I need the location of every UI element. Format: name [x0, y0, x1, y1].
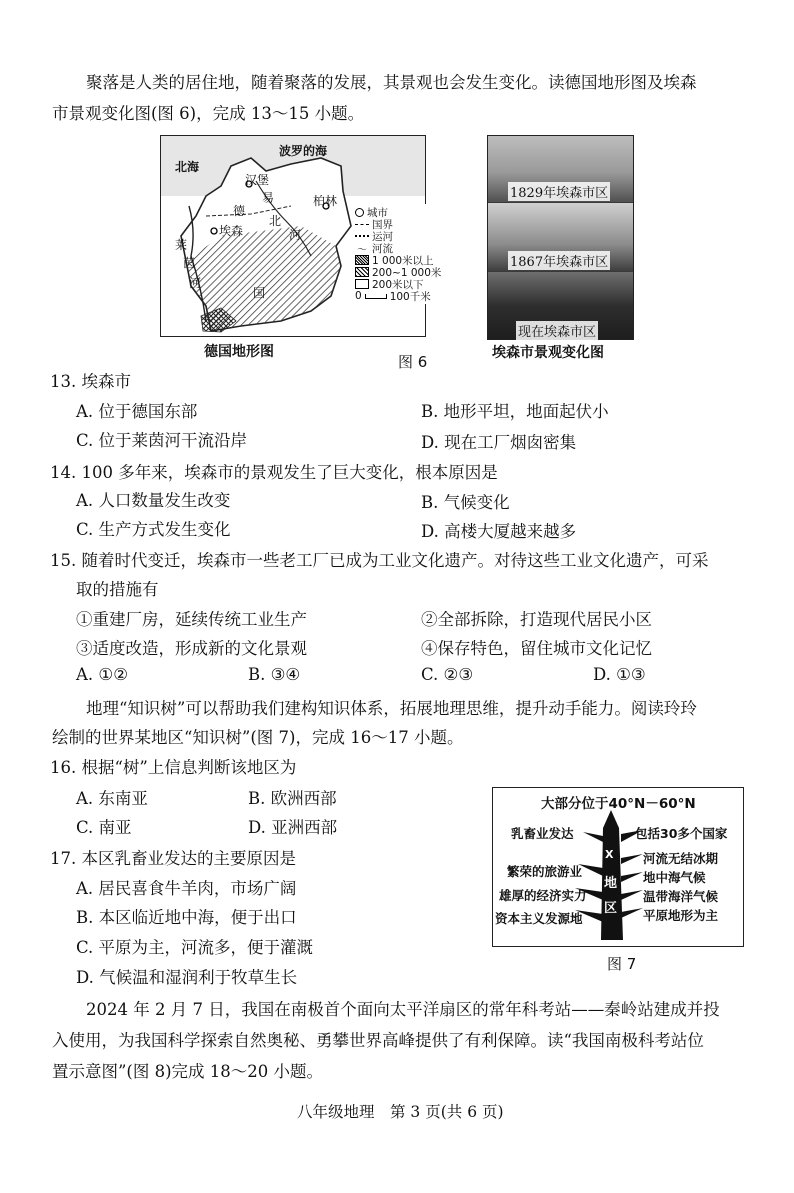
q15-option-a: A. ①② [76, 665, 128, 684]
photo-present [488, 272, 633, 339]
q13-option-a: A. 位于德国东部 [76, 402, 198, 421]
map-label-de: 德 [233, 204, 246, 218]
border-line-icon [355, 224, 369, 225]
q14-option-b: B. 气候变化 [421, 493, 510, 512]
legend-elev-low-label: 200米以下 [372, 278, 424, 291]
tree-left-label-2: 繁荣的旅游业 [507, 864, 583, 879]
figure-6-label: 图 6 [398, 353, 428, 371]
tree-right-label-5: 平原地形为主 [643, 908, 719, 923]
q15-option-d: D. ①③ [593, 665, 646, 684]
q15-statement-4: ④保存特色，留住城市文化记忆 [421, 639, 652, 658]
q16-option-b: B. 欧洲西部 [248, 789, 337, 808]
intro-paragraph-1-cont: 市景观变化图(图 6)，完成 13～15 小题。 [52, 104, 365, 123]
q15-statement-3: ③适度改造，形成新的文化景观 [76, 639, 307, 658]
legend-border [355, 218, 441, 230]
legend-elev-mid-label: 200~1 000米 [372, 266, 442, 279]
legend-river-label: 河流 [372, 242, 393, 255]
q15-statement-1: ①重建厂房，延续传统工业生产 [76, 610, 307, 629]
essen-landscape-photos [487, 135, 634, 340]
river-line-icon: 〜 [357, 244, 367, 256]
map-label-rhine-1: 莱 [175, 238, 188, 252]
legend-scale [355, 290, 441, 302]
high-elevation-swatch-icon [355, 255, 369, 265]
q13-stem: 13. 埃森市 [50, 372, 131, 391]
low-elevation-swatch-icon [355, 279, 369, 289]
map-label-berlin: 柏林 [313, 194, 338, 208]
intro-paragraph-2: 地理“知识树”可以帮助我们建构知识体系，拓展地理思维，提升动手能力。阅读玲玲 [86, 699, 697, 718]
map-label-essen: 埃森 [219, 224, 244, 238]
city-symbol-icon [355, 208, 364, 217]
q14-option-c: C. 生产方式发生变化 [76, 520, 231, 539]
intro-paragraph-3-cont-2: 置示意图”(图 8)完成 18～20 小题。 [52, 1062, 324, 1081]
scale-text-label: 100千米 [389, 290, 431, 303]
map-label-hamburg: 汉堡 [245, 173, 270, 187]
tree-top-label: 大部分位于40°N－60°N [541, 796, 696, 812]
q15-stem: 15. 随着时代变迁，埃森市一些老工厂已成为工业文化遗产。对待这些工业文化遗产，可采 [50, 551, 709, 570]
q13-option-b: B. 地形平坦，地面起伏小 [421, 402, 609, 421]
legend-city [355, 206, 441, 218]
intro-paragraph-3-cont-1: 入使用，为我国科学探索自然奥秘、勇攀世界高峰提供了有利保障。读“我国南极科考站位 [52, 1031, 704, 1050]
photo-1829 [488, 136, 633, 202]
q16-option-d: D. 亚洲西部 [248, 818, 338, 837]
scale-bar-icon [365, 294, 387, 299]
map-caption: 德国地形图 [204, 344, 274, 360]
photo-1829-label: 1829年埃森市区 [508, 182, 610, 201]
tree-left-label-1: 乳畜业发达 [511, 826, 574, 841]
q16-option-a: A. 东南亚 [76, 789, 148, 808]
q17-option-a: A. 居民喜食牛羊肉，市场广阔 [76, 879, 297, 898]
canal-line-icon [355, 235, 369, 237]
q13-option-d: D. 现在工厂烟囱密集 [421, 433, 577, 452]
legend-elev-high-label: 1 000米以上 [372, 254, 434, 267]
q17-option-b: B. 本区临近地中海，便于出口 [76, 908, 297, 927]
q16-stem: 16. 根据“树”上信息判断该地区为 [50, 758, 297, 777]
map-label-rhine-2: 茵 [183, 256, 196, 270]
q15-option-c: C. ②③ [421, 665, 474, 684]
tree-right-label-1: 包括30多个国家 [635, 826, 728, 841]
map-label-elbe-1: 易 [262, 191, 275, 205]
legend-border-label: 国界 [372, 218, 393, 231]
q14-option-d: D. 高楼大厦越来越多 [421, 522, 577, 541]
tree-right-label-3: 地中海气候 [643, 870, 706, 885]
map-label-guo: 国 [253, 286, 266, 300]
intro-paragraph-3: 2024 年 2 月 7 日，我国在南极首个面向太平洋扇区的常年科考站——秦岭站建成并投 [86, 1000, 720, 1019]
legend-city-label: 城市 [367, 206, 388, 219]
q15-option-b: B. ③④ [248, 665, 301, 684]
tree-right-label-2: 河流无结冰期 [643, 851, 719, 866]
q15-stem-cont: 取的措施有 [76, 580, 159, 599]
map-label-rhine-3: 河 [189, 276, 202, 290]
scale-zero-label: 0 [355, 290, 362, 302]
q16-option-c: C. 南亚 [76, 818, 132, 837]
legend-canal-label: 运河 [372, 230, 393, 243]
tree-left-label-3: 雄厚的经济实力 [499, 888, 587, 903]
tree-left-label-4: 资本主义发源地 [495, 911, 583, 926]
photo-1867 [488, 203, 633, 271]
q17-stem: 17. 本区乳畜业发达的主要原因是 [50, 849, 296, 868]
knowledge-tree-figure [492, 787, 744, 947]
map-legend [353, 204, 443, 304]
tree-trunk-qu: 区 [604, 901, 618, 916]
tree-trunk-di: 地 [604, 876, 618, 891]
q17-option-d: D. 气候温和湿润利于牧草生长 [76, 968, 298, 987]
tree-trunk-x: X [605, 848, 614, 861]
q14-option-a: A. 人口数量发生改变 [76, 491, 231, 510]
mid-elevation-swatch-icon [355, 267, 369, 277]
figure-7-label: 图 7 [607, 955, 637, 973]
q13-option-c: C. 位于莱茵河干流沿岸 [76, 431, 248, 450]
page-footer: 八年级地理 第 3 页(共 6 页) [297, 1103, 504, 1121]
photo-caption: 埃森市景观变化图 [492, 345, 604, 361]
map-label-north-sea: 北海 [175, 160, 200, 174]
intro-paragraph-1: 聚落是人类的居住地，随着聚落的发展，其景观也会发生变化。读德国地形图及埃森 [86, 73, 697, 92]
germany-terrain-map [160, 135, 442, 337]
intro-paragraph-2-cont: 绘制的世界某地区“知识树”(图 7)，完成 16～17 小题。 [52, 728, 464, 747]
photo-present-label: 现在埃森市区 [516, 321, 598, 340]
map-label-elbe-2: 北 [269, 214, 282, 228]
tree-right-label-4: 温带海洋气候 [643, 889, 719, 904]
q17-option-c: C. 平原为主，河流多，便于灌溉 [76, 938, 314, 957]
q15-statement-2: ②全部拆除，打造现代居民小区 [421, 610, 652, 629]
q14-stem: 14. 100 多年来，埃森市的景观发生了巨大变化，根本原因是 [50, 463, 498, 482]
map-label-baltic-sea: 波罗的海 [279, 144, 328, 158]
map-label-elbe-3: 河 [289, 228, 302, 242]
photo-1867-label: 1867年埃森市区 [508, 251, 610, 270]
